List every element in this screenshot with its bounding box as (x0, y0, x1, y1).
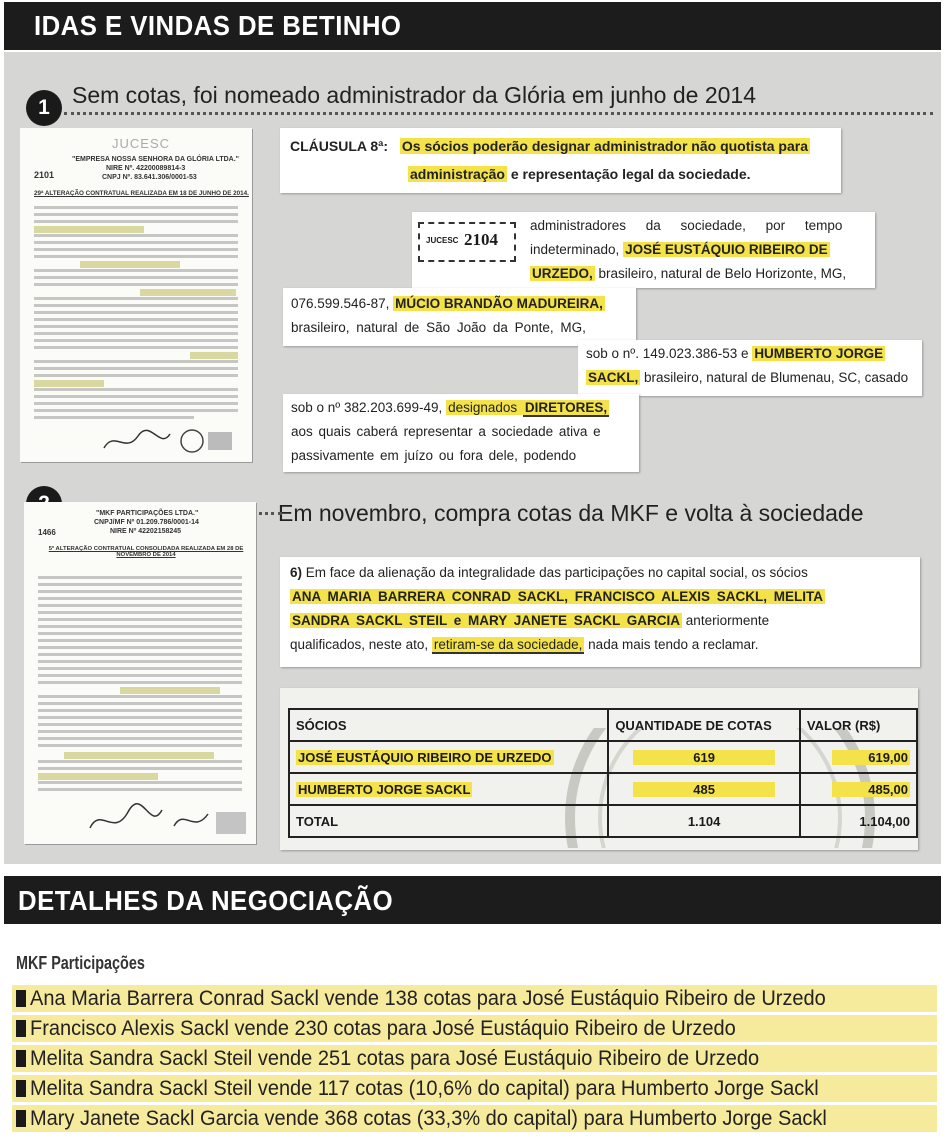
list-item: Melita Sandra Sackl Steil vende 117 cotas (10,6% do capital) para Humberto Jorge Sackl (12, 1075, 937, 1102)
row-name: JOSÉ EUSTÁQUIO RIBEIRO DE URZEDO (298, 749, 552, 765)
doc2-reg-number: 1466 (38, 528, 56, 537)
table-header-row (289, 709, 917, 741)
doc-cnpj: CNPJ Nº. 83.641.306/0001-53 (102, 174, 197, 181)
highlight-retiram: retiram-se da sociedade, (433, 637, 583, 652)
row-quota: 619 (633, 750, 775, 765)
clause-highlight-1: Os sócios poderão designar administrador não quotista para (401, 138, 808, 154)
row-quota: 1.104 (608, 805, 800, 837)
contract-scan-gloria (20, 128, 252, 462)
row-value: 485,00 (832, 782, 910, 797)
signature-stamps (100, 424, 240, 458)
jucesc-stamp: JUCESC (112, 136, 171, 151)
section2-heading: Em novembro, compra cotas da MKF e volta à sociedade (278, 500, 864, 526)
highlight-sellers-1: ANA MARIA BARRERA CONRAD SACKL, FRANCISCO ALEXIS SACKL, MELITA (292, 589, 823, 604)
bullet-square-icon (16, 1110, 26, 1127)
documents-panel (4, 52, 941, 864)
shares-table (288, 708, 918, 838)
highlight-diretores: DIRETORES, (524, 400, 608, 415)
list-item: Mary Janete Sackl Garcia vende 368 cotas (33,3% do capital) para Humberto Jorge Sackl (12, 1105, 937, 1132)
bullet-square-icon (16, 1080, 26, 1097)
mucio-clip: 076.599.546-87, MÚCIO BRANDÃO MADUREIRA, brasileiro, natural de São João da Ponte, MG, (283, 288, 636, 346)
table-row-total (289, 805, 917, 837)
col-valor: VALOR (R$) (800, 709, 917, 741)
clause-text-2: e representação legal da sociedade. (506, 166, 751, 182)
row-value: 619,00 (832, 750, 910, 765)
col-socios: SÓCIOS (289, 709, 608, 741)
mkf-subtitle: MKF Participações (16, 953, 145, 973)
clause-highlight-2: administração (410, 166, 505, 182)
doc-alteration: 29ª ALTERAÇÃO CONTRATUAL REALIZADA EM 18 DE JUNHO DE 2014. (34, 190, 249, 197)
row-name: TOTAL (289, 805, 608, 837)
clause-label: CLÁUSULA 8ª: (290, 138, 388, 154)
doc2-cnpj: CNPJ/MF Nº 01.209.786/0001-14 (94, 519, 199, 526)
dotted-rule (64, 112, 933, 115)
highlight-humberto: HUMBERTO JORGE (754, 346, 884, 361)
row-name: HUMBERTO JORGE SACKL (298, 781, 471, 797)
row-quota: 485 (633, 782, 775, 797)
bullet-square-icon (16, 1020, 26, 1037)
row-value: 1.104,00 (800, 805, 917, 837)
highlight-jose: JOSÉ EUSTÁQUIO RIBEIRO DE (625, 242, 828, 257)
contract-scan-mkf (24, 502, 256, 844)
section1-heading: Sem cotas, foi nomeado administrador da Glória em junho de 2014 (72, 82, 757, 108)
jucesc-stamp-box: JUCESC 2104 (418, 222, 516, 262)
page-title: IDAS E VINDAS DE BETINHO (4, 2, 941, 50)
bullet-square-icon (16, 990, 26, 1007)
bullet-square-icon (16, 1050, 26, 1067)
doc2-company: "MKF PARTICIPAÇÕES LTDA." (96, 510, 199, 517)
clause-8-clip (280, 128, 841, 193)
doc-reg-number: 2101 (34, 170, 55, 180)
table-row (289, 741, 917, 773)
administrators-clip: JUCESC 2104 administradores da sociedade, por tempo indeterminado, JOSÉ EUSTÁQUIO RIBEIRO DE URZEDO, brasileiro, natural de Belo Horizonte, MG, (412, 212, 875, 288)
shares-table-clip (280, 688, 918, 850)
col-quantidade: QUANTIDADE DE COTAS (608, 709, 800, 741)
highlight-sellers-2: SANDRA SACKL STEIL e MARY JANETE SACKL GARCIA (292, 613, 681, 628)
clause-6-clip: 6) Em face da alienação da integralidade das participações no capital social, os sócios ANA MARIA BARRERA CONRAD SACKL, FRANCISCO ALEXIS SACKL, MELITA SANDRA SACKL STEIL e MARY JANETE SACKL GARCIA anteriormente qualificados, neste ato, retiram-se da sociedade, nada mais tendo a reclamar. (280, 557, 920, 667)
list-item: Ana Maria Barrera Conrad Sackl vende 138 cotas para José Eustáquio Ribeiro de Urzedo (12, 985, 937, 1012)
doc2-alteration: 5ª ALTERAÇÃO CONTRATUAL CONSOLIDADA REALIZADA EM 28 DE NOVEMBRO DE 2014 (48, 546, 244, 558)
doc-nire: NIRE Nº. 42200089814-3 (106, 165, 186, 172)
admin-line-1: administradores da sociedade, por tempo (530, 218, 843, 233)
doc2-nire: NIRE Nº 42202158245 (110, 528, 182, 535)
humberto-clip: sob o nº. 149.023.386-53 e HUMBERTO JORGE SACKL, brasileiro, natural de Blumenau, SC, casado (578, 340, 922, 396)
list-item: Melita Sandra Sackl Steil vende 251 cotas para José Eustáquio Ribeiro de Urzedo (12, 1045, 937, 1072)
signature-stamps-2 (84, 798, 254, 842)
list-item: Francisco Alexis Sackl vende 230 cotas para José Eustáquio Ribeiro de Urzedo (12, 1015, 937, 1042)
doc-company: "EMPRESA NOSSA SENHORA DA GLÓRIA LTDA." (72, 156, 239, 163)
details-title: DETALHES DA NEGOCIAÇÃO (4, 876, 941, 924)
table-row (289, 773, 917, 805)
step-badge-1: 1 (26, 90, 62, 126)
diretores-clip: sob o nº 382.203.699-49, designados DIRETORES, aos quais caberá representar a sociedade ativa e passivamente em juízo ou fora dele, podendo (283, 394, 639, 472)
highlight-mucio: MÚCIO BRANDÃO MADUREIRA, (395, 296, 603, 311)
